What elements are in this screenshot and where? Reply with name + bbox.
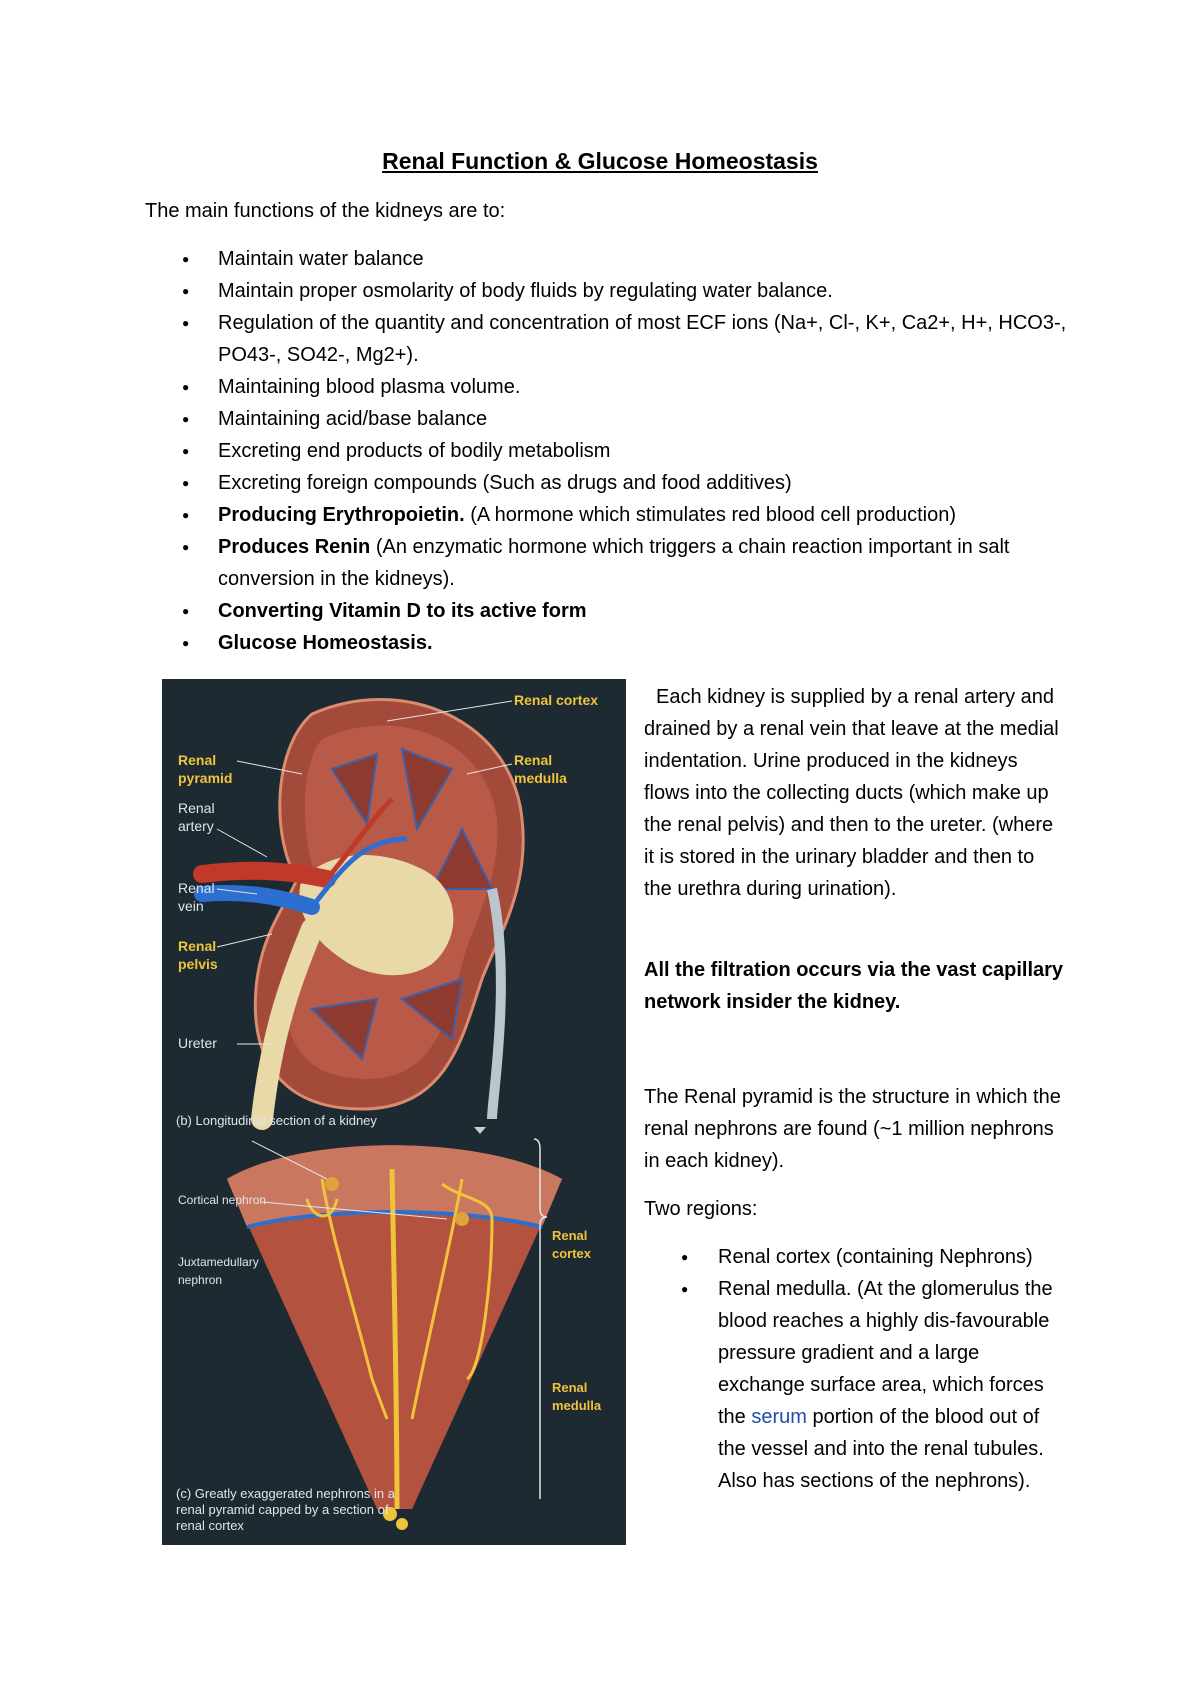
caption-b: (b) Longitudinal section of a kidney: [176, 1113, 377, 1128]
bold-term: Producing Erythropoietin.: [218, 504, 465, 526]
list-item: ● Maintain water balance: [145, 243, 1080, 275]
term-description: (An enzymatic hormone which triggers a chain reaction important in salt conversion in the kidneys).: [218, 536, 1010, 590]
list-item: [644, 1273, 1064, 1497]
page-title: Renal Function & Glucose Homeostasis: [382, 148, 818, 174]
label-juxtamedullary-nephron: Juxtamedullary nephron: [178, 1255, 259, 1287]
term-description: (A hormone which stimulates red blood cell production): [464, 504, 957, 526]
label-renal-cortex: Renal cortex: [514, 692, 599, 708]
list-item: [145, 627, 1080, 659]
paragraph-filtration: [644, 954, 1064, 1018]
list-item: ● Excreting end products of bodily metabolism: [145, 435, 1080, 467]
region-text: Renal medulla. (At the glomerulus the blood reaches a highly dis-favourable pressure gradient and a large exchange surface area, which forces the: [718, 1278, 1053, 1428]
list-item: ● Maintaining blood plasma volume.: [145, 371, 1080, 403]
label-ureter: Ureter: [178, 1035, 217, 1051]
list-item: ● Excreting foreign compounds (Such as drugs and food additives): [145, 467, 1080, 499]
label-renal-pyramid: Renal pyramid: [178, 752, 233, 786]
regions-list: [644, 1241, 1064, 1497]
list-item: [145, 499, 1080, 531]
caption-c: (c) Greatly exaggerated nephrons in a renal pyramid capped by a section of renal cortex: [176, 1486, 395, 1533]
intro-text: The main functions of the kidneys are to:: [145, 200, 506, 222]
list-item: [145, 531, 1080, 595]
kidney-figure: [162, 679, 626, 1545]
two-regions: Two regions:: [644, 1198, 758, 1220]
list-item: ● Regulation of the quantity and concentration of most ECF ions (Na+, Cl-, K+, Ca2+, H+, HCO3-, PO43-, SO42-, Mg2+).: [145, 307, 1080, 371]
label-renal-cortex-c: Renal cortex: [552, 1228, 592, 1261]
para-2: All the filtration occurs via the vast capillary network insider the kidney.: [644, 959, 1064, 1013]
bold-term: Glucose Homeostasis.: [218, 632, 433, 654]
two-regions-heading: [644, 1193, 1064, 1225]
paragraph-blood-supply: [644, 681, 1064, 905]
region-text: portion of the blood out of the vessel and into the renal tubules. Also has sections of the nephrons).: [718, 1406, 1044, 1492]
label-renal-medulla-c: Renal medulla: [552, 1380, 602, 1413]
list-item: ● Maintaining acid/base balance: [145, 403, 1080, 435]
para-3: The Renal pyramid is the structure in which the renal nephrons are found (~1 million nephrons in each kidney).: [644, 1086, 1061, 1172]
label-cortical-nephron: Cortical nephron: [178, 1193, 267, 1207]
label-renal-vein: Renal vein: [178, 880, 215, 914]
label-renal-artery: Renal artery: [178, 800, 215, 834]
para-1: Each kidney is supplied by a renal artery and drained by a renal vein that leave at the medial indentation. Urine produced in the kidneys flows into the collecting ducts (which make up the renal pelvis) and then to the ureter. (where it is stored in the urinary bladder and then to the urethra during urination).: [644, 686, 1059, 900]
label-renal-medulla: Renal medulla: [514, 752, 567, 786]
list-item: ● Renal cortex (containing Nephrons): [644, 1241, 1064, 1273]
paragraph-pyramid: [644, 1081, 1064, 1177]
list-item: [145, 595, 1080, 627]
list-item: ● Maintain proper osmolarity of body fluids by regulating water balance.: [145, 275, 1080, 307]
label-renal-pelvis: Renal pelvis: [178, 938, 218, 972]
serum-link[interactable]: serum: [751, 1406, 807, 1428]
bold-term: Converting Vitamin D to its active form: [218, 600, 587, 622]
bold-term: Produces Renin: [218, 536, 371, 558]
functions-list: [145, 243, 1080, 659]
